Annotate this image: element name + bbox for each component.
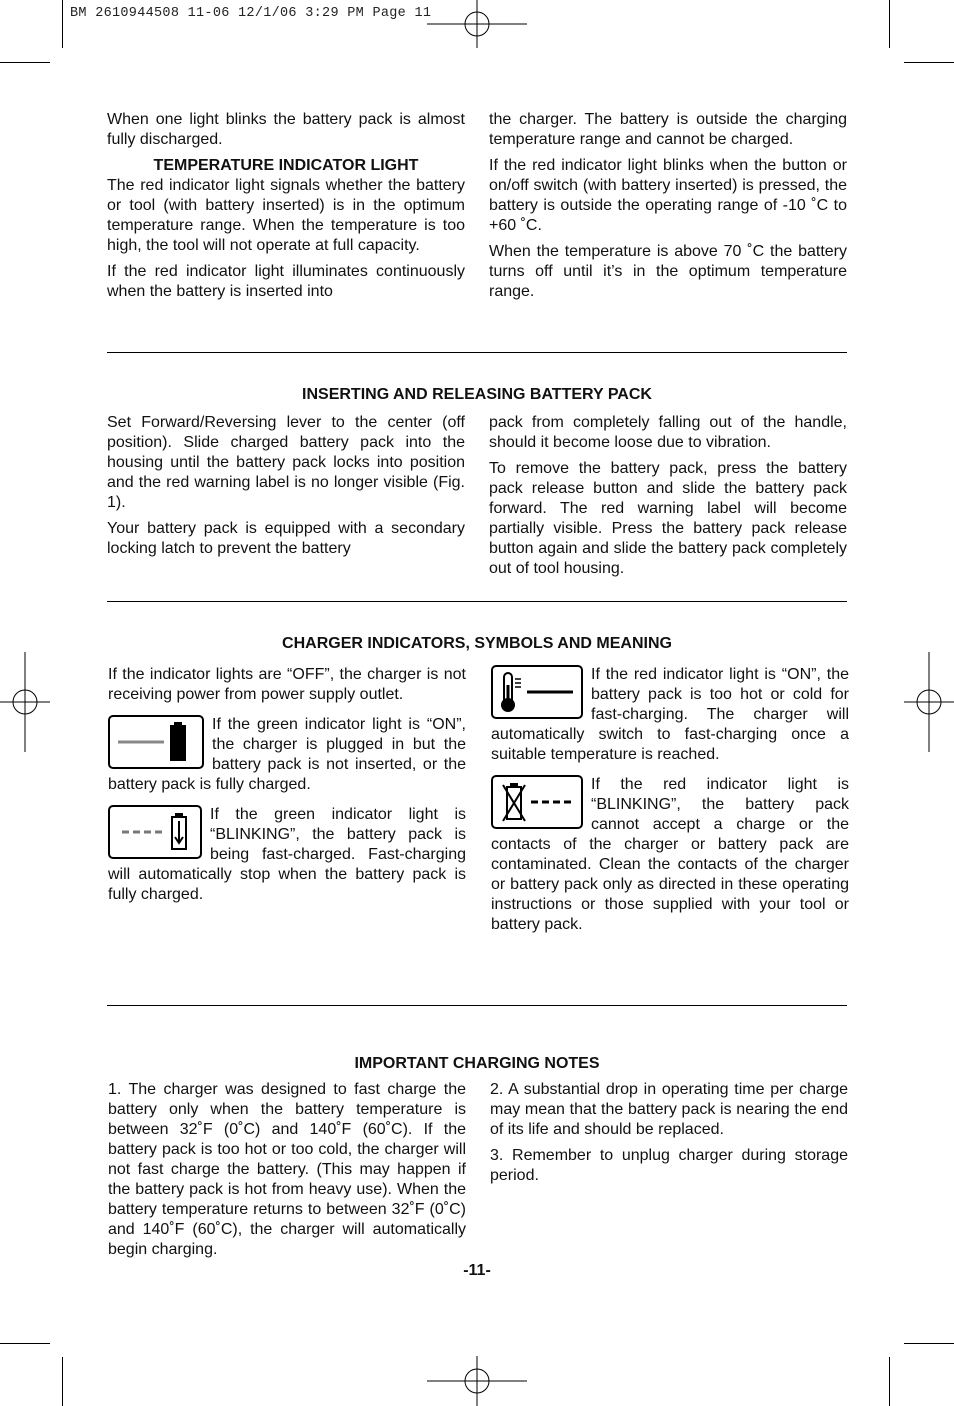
print-slug-line: BM 2610944508 11-06 12/1/06 3:29 PM Page 11 bbox=[70, 6, 432, 21]
paragraph: If the red indicator light is “ON”, the battery pack is too hot or cold for fast-charging. The charger will automatically switch to fast-charging once a suitable temperature is reached. bbox=[491, 666, 849, 763]
paragraph: If the red indicator light blinks when the button or on/off switch (with battery inserted) is pressed, the battery is outside the operating range of -10 ˚C to +60 ˚C. bbox=[489, 157, 847, 234]
registration-mark-icon bbox=[904, 652, 954, 752]
paragraph: pack from completely falling out of the handle, should it become loose due to vibration. bbox=[489, 414, 847, 451]
crop-mark bbox=[0, 62, 50, 63]
paragraph: When the temperature is above 70 ˚C the battery turns off until it’s in the optimum temperature range. bbox=[489, 243, 847, 300]
paragraph: The red indicator light signals whether the battery or tool (with battery inserted) is in the optimum temperature range. When the temperature is too high, the tool will not operate at full capacity. bbox=[107, 177, 465, 254]
section-heading: INSERTING AND RELEASING BATTERY PACK bbox=[302, 386, 652, 403]
paragraph: To remove the battery pack, press the battery pack release button and slide the battery pack forward. The red warning label will become partially visible. Press the battery pack release button again and slide the battery pack completely out of tool housing. bbox=[489, 460, 847, 577]
paragraph: 2. A substantial drop in operating time per charge may mean that the battery pack is nearing the end of its life and should be replaced. bbox=[490, 1081, 848, 1138]
paragraph: If the red indicator light illuminates continuously when the battery is inserted into bbox=[107, 263, 465, 300]
paragraph: If the red indicator light is “BLINKING”, the battery pack cannot accept a charge or the contacts of the charger or battery pack are contaminated. Clean the contacts of the charger or battery pack only as directed in these operating instructions or those supplied with your tool or battery pack. bbox=[491, 776, 849, 933]
inserting-left-column bbox=[107, 413, 465, 565]
crop-mark bbox=[904, 62, 954, 63]
registration-mark-icon bbox=[427, 1356, 527, 1406]
section-divider bbox=[107, 1005, 847, 1006]
crop-mark bbox=[904, 1343, 954, 1344]
notes-left-column bbox=[108, 1080, 466, 1266]
page-number: -11- bbox=[463, 1262, 491, 1279]
crossed-battery-icon bbox=[491, 775, 583, 829]
battery-charging-icon bbox=[108, 805, 202, 859]
inserting-right-column bbox=[489, 413, 847, 585]
temperature-left-column bbox=[107, 110, 465, 308]
section-divider bbox=[107, 352, 847, 353]
section-divider bbox=[107, 601, 847, 602]
thermometer-icon bbox=[491, 665, 583, 719]
paragraph: the charger. The battery is outside the charging temperature range and cannot be charged. bbox=[489, 111, 847, 148]
crop-mark bbox=[62, 0, 63, 48]
charger-right-column bbox=[491, 665, 849, 941]
crop-mark bbox=[889, 0, 890, 48]
registration-mark-icon bbox=[0, 652, 50, 752]
section-heading: IMPORTANT CHARGING NOTES bbox=[354, 1055, 600, 1072]
paragraph: When one light blinks the battery pack is almost fully discharged. bbox=[107, 111, 465, 148]
registration-mark-icon bbox=[427, 0, 527, 50]
paragraph: Set Forward/Reversing lever to the center (off position). Slide charged battery pack into the housing until the battery pack locks into position and the red warning label is no longer visible (Fig. 1). bbox=[107, 414, 465, 511]
charger-left-column bbox=[108, 665, 466, 911]
paragraph: Your battery pack is equipped with a secondary locking latch to prevent the battery bbox=[107, 520, 465, 557]
temperature-right-column bbox=[489, 110, 847, 308]
section-heading: TEMPERATURE INDICATOR LIGHT bbox=[153, 157, 419, 174]
notes-right-column bbox=[490, 1080, 848, 1192]
paragraph: 1. The charger was designed to fast charge the battery only when the battery temperature is between 32˚F (0˚C) and 140˚F (60˚C). If the battery pack is too hot or too cold, the charger will not fast charge the battery. (This may happen if the battery pack is hot from heavy use). When the battery temperature returns to between 32˚F (0˚C) and 140˚F (60˚C), the charger will automatically begin charging. bbox=[108, 1081, 466, 1258]
crop-mark bbox=[889, 1357, 890, 1406]
crop-mark bbox=[62, 1357, 63, 1406]
paragraph: If the indicator lights are “OFF”, the charger is not receiving power from power supply outlet. bbox=[108, 666, 466, 703]
crop-mark bbox=[0, 1343, 50, 1344]
battery-full-icon bbox=[108, 715, 204, 769]
paragraph: If the green indicator light is “ON”, the charger is plugged in but the battery pack is not inserted, or the battery pack is fully charged. bbox=[108, 716, 466, 793]
paragraph: 3. Remember to unplug charger during storage period. bbox=[490, 1147, 848, 1184]
section-heading: CHARGER INDICATORS, SYMBOLS AND MEANING bbox=[282, 635, 672, 652]
paragraph: If the green indicator light is “BLINKING”, the battery pack is being fast-charged. Fast-charging will automatically stop when the battery pack is fully charged. bbox=[108, 806, 466, 903]
